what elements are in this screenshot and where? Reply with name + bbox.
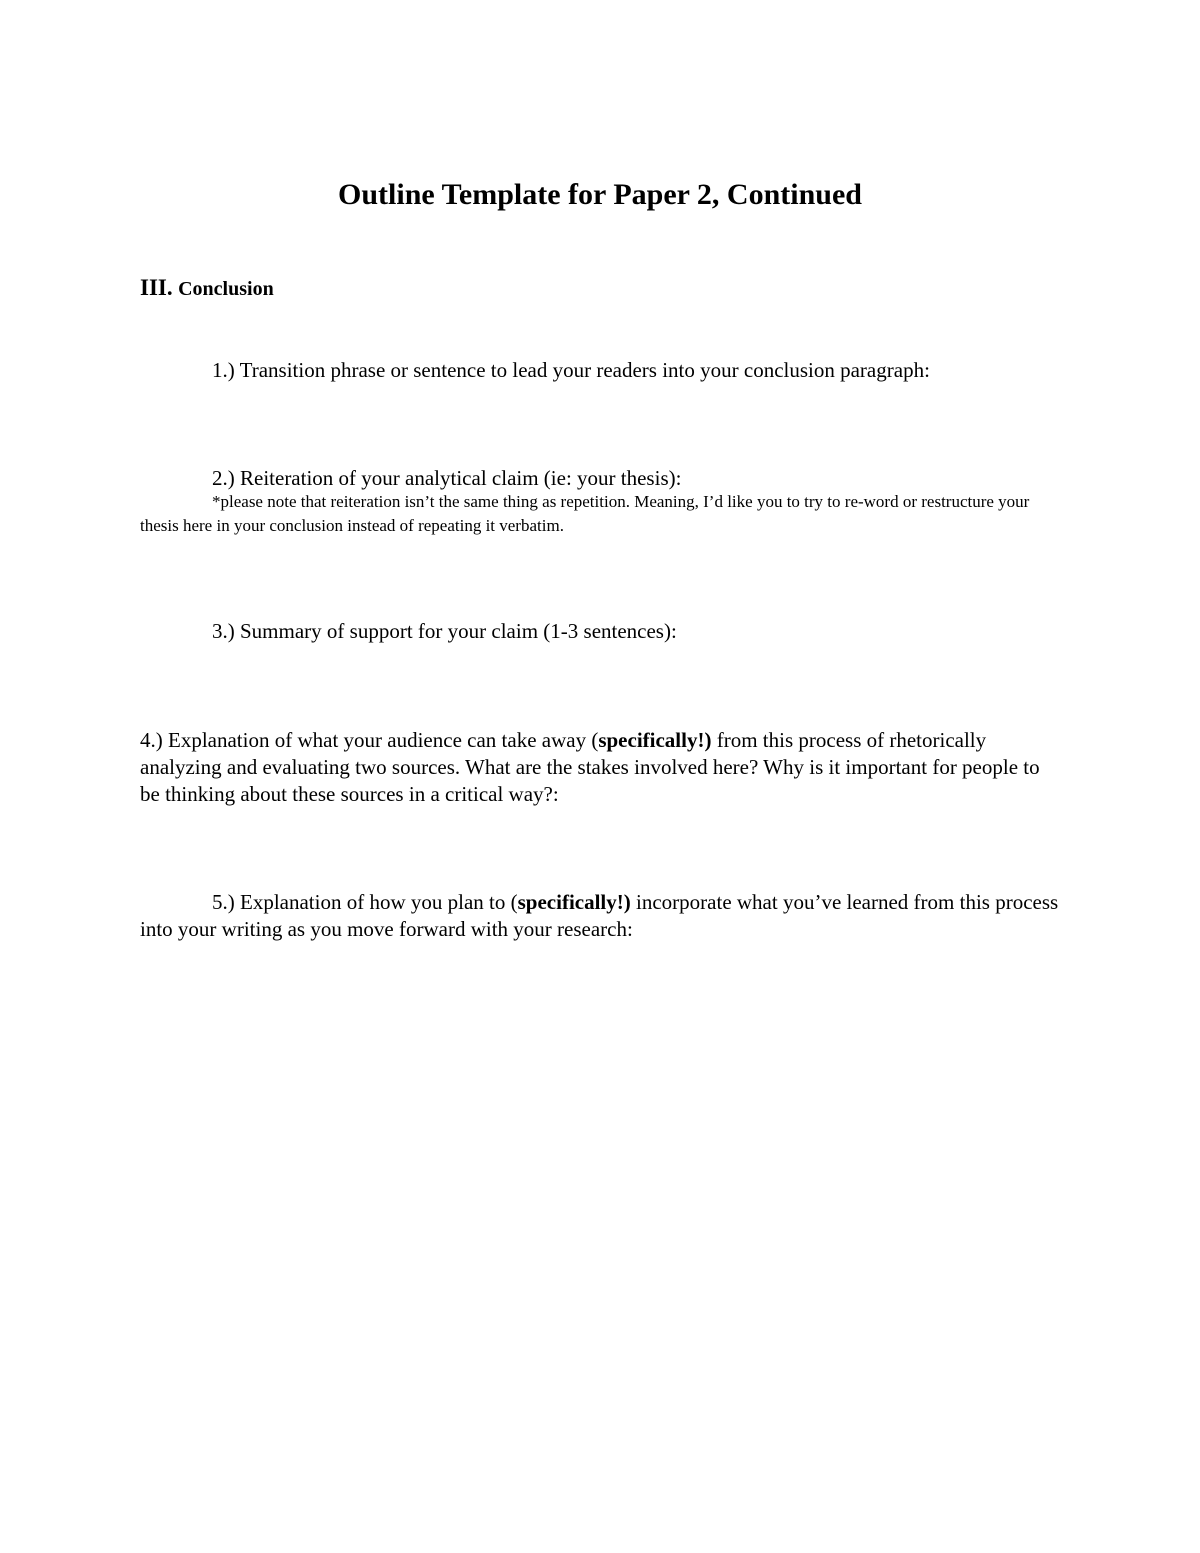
reiteration-note <box>140 490 1060 538</box>
item-text: Transition phrase or sentence to lead your readers into your conclusion paragraph: <box>239 358 930 382</box>
item-text: Summary of support for your claim (1-3 sentences): <box>240 619 677 643</box>
item-emphasis: specifically!) <box>517 890 631 914</box>
item-number: 1.) <box>212 358 235 382</box>
item-number: 2.) <box>212 466 235 490</box>
outline-item-3 <box>140 618 1060 645</box>
note-text: *please note that reiteration isn’t the same thing as repetition. Meaning, I’d like you to try to re-word or restructure your thesis here in your conclusion instead of repeating it verbatim. <box>140 492 1030 535</box>
section-numeral: III. <box>140 275 173 300</box>
item-emphasis: specifically!) <box>598 728 712 752</box>
document-title: Outline Template for Paper 2, Continued <box>338 178 862 211</box>
item-text-after: incorporate what you’ve learned from this process into your writing as you move forward with your research: <box>140 890 1059 941</box>
outline-item-1 <box>140 357 1060 384</box>
item-text-after: from this process of rhetorically analyzing and evaluating two sources. What are the stakes involved here? Why is it important for people to be thinking about these sources in a critical way?: <box>140 728 1040 806</box>
item-text: Reiteration of your analytical claim (ie: your thesis): <box>240 466 682 490</box>
outline-item-5 <box>140 889 1060 943</box>
section-label: Conclusion <box>178 278 274 300</box>
outline-item-2 <box>140 465 1060 492</box>
section-heading <box>140 275 274 301</box>
outline-item-4 <box>140 727 1060 808</box>
item-number: 4.) <box>140 728 163 752</box>
item-number: 5.) <box>212 890 235 914</box>
item-text-before: Explanation of how you plan to ( <box>240 890 518 914</box>
item-text-before: Explanation of what your audience can take away ( <box>168 728 599 752</box>
item-number: 3.) <box>212 619 235 643</box>
